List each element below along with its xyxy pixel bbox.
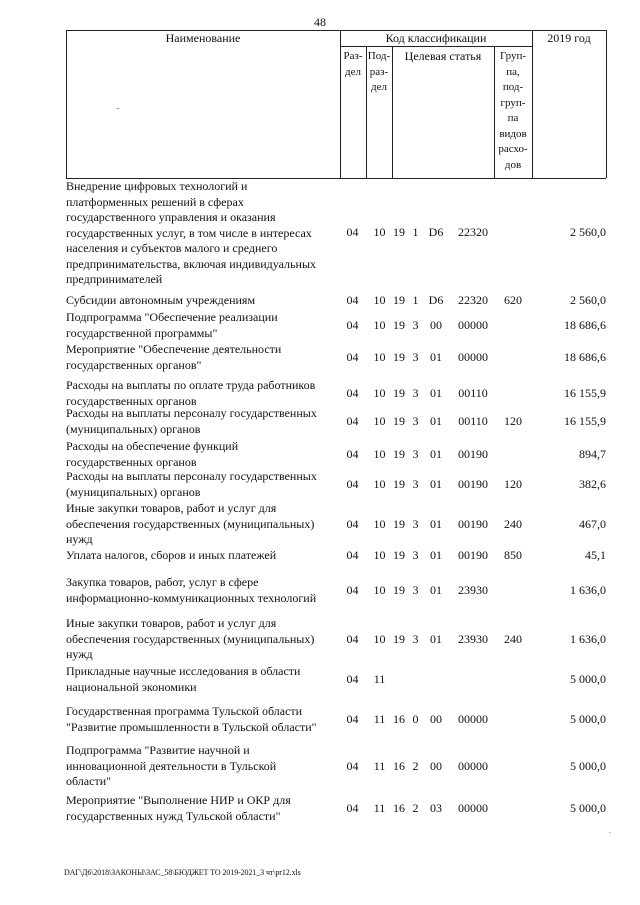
amount-2019: 1 636,0 — [570, 632, 606, 646]
row-name-line: Закупка товаров, работ, услуг в сфере — [66, 575, 259, 589]
amount-2019: 2 560,0 — [570, 293, 606, 307]
code-target-event: 01 — [430, 632, 442, 646]
code-razdel: 04 — [346, 672, 359, 686]
code-target-subprogram: 2 — [412, 801, 419, 815]
row-name-line: Мероприятие "Обеспечение деятельности — [66, 342, 282, 356]
header-podrazdel-line: Под- — [367, 50, 391, 62]
row-name-line: предпринимательства, включая индивидуальных — [66, 256, 317, 271]
code-podrazdel: 10 — [373, 318, 386, 332]
row-name — [66, 439, 341, 470]
code-razdel: 04 — [346, 414, 359, 428]
code-target-direction: 00000 — [458, 759, 488, 773]
row-name — [66, 793, 341, 824]
code-target-program: 19 — [393, 477, 405, 491]
amount-2019: 18 686,6 — [564, 318, 606, 332]
row-name — [66, 469, 341, 500]
code-target-program: 16 — [393, 712, 405, 726]
code-target-program: 19 — [393, 414, 405, 428]
code-target-program: 19 — [393, 583, 405, 597]
code-target-event: 01 — [430, 447, 442, 461]
code-target-program: 19 — [393, 447, 405, 461]
header-vid-line: груп- — [500, 96, 526, 109]
code-razdel: 04 — [346, 583, 359, 597]
code-podrazdel: 10 — [373, 583, 386, 597]
amount-2019: 5 000,0 — [570, 801, 606, 815]
code-target-subprogram: 3 — [412, 548, 419, 562]
code-podrazdel: 10 — [373, 225, 386, 239]
row-name — [66, 179, 341, 288]
row-name — [66, 616, 341, 663]
amount-2019: 1 636,0 — [570, 583, 606, 597]
code-razdel: 04 — [346, 386, 359, 400]
header-vid-line: па — [507, 112, 519, 124]
code-expense-type: 120 — [504, 414, 522, 428]
row-name-line: Иные закупки товаров, работ и услуг для — [66, 616, 277, 630]
code-expense-type: 850 — [504, 548, 522, 562]
code-target-subprogram: 3 — [412, 350, 419, 364]
header-vid-line: под- — [502, 81, 524, 93]
row-name-line: государственного управления и оказания — [66, 210, 276, 224]
code-expense-type: 120 — [504, 477, 522, 491]
code-podrazdel: 11 — [373, 712, 386, 726]
code-podrazdel: 10 — [373, 293, 386, 307]
code-podrazdel: 10 — [373, 477, 386, 491]
header-vid-line: расхо- — [498, 143, 528, 155]
row-name-line: государственных органов — [66, 393, 197, 408]
code-target-event: 01 — [430, 414, 442, 428]
row-name — [66, 664, 341, 695]
code-target-direction: 00110 — [458, 414, 488, 428]
header-vid-line: Груп- — [499, 50, 527, 62]
code-target-subprogram: 3 — [412, 447, 419, 461]
code-target-event: 00 — [430, 759, 442, 773]
code-target-subprogram: 1 — [412, 225, 419, 239]
code-razdel: 04 — [346, 318, 359, 332]
row-name — [66, 704, 341, 735]
code-target-direction: 00000 — [458, 712, 488, 726]
row-name-line: государственных услуг, в том числе в интересах — [66, 225, 312, 240]
row-name-line: (муниципальных) органов — [66, 484, 201, 499]
header-razdel-line: Раз- — [343, 50, 363, 62]
row-name-line: населения и субъектов малого и среднего — [66, 241, 278, 255]
amount-2019: 45,1 — [585, 548, 606, 562]
row-name-line: Внедрение цифровых технологий и — [66, 179, 248, 193]
code-target-program: 19 — [393, 386, 405, 400]
code-podrazdel: 10 — [373, 447, 386, 461]
footer-path: DAГ\Д6\2018\ЗАКОНЫ\ЗАС_58\БЮДЖЕТ ТО 2019-2021_3 чт\pr12.xls — [64, 868, 301, 877]
code-razdel: 04 — [346, 548, 359, 562]
amount-2019: 894,7 — [579, 447, 606, 461]
code-target-direction: 22320 — [458, 225, 488, 239]
row-name-line: Расходы на обеспечение функций — [66, 439, 239, 453]
code-target-subprogram: 3 — [412, 517, 419, 531]
amount-2019: 2 560,0 — [570, 225, 606, 239]
code-expense-type: 240 — [504, 517, 522, 531]
row-name-line: государственной программы" — [66, 325, 218, 340]
code-target-direction: 00190 — [458, 548, 488, 562]
header-razdel-line: дел — [345, 65, 361, 78]
amount-2019: 18 686,6 — [564, 350, 606, 364]
header-code-class: Код классификации — [385, 31, 487, 45]
code-target-event: 01 — [430, 477, 442, 491]
row-name-line: государственных органов" — [66, 357, 202, 372]
row-name-line: государственных нужд Тульской области" — [66, 808, 281, 823]
code-target-program: 16 — [393, 759, 405, 773]
code-podrazdel: 10 — [373, 350, 386, 364]
amount-2019: 467,0 — [579, 517, 606, 531]
code-razdel: 04 — [346, 447, 359, 461]
row-name-line: Мероприятие "Выполнение НИР и ОКР для — [66, 793, 291, 807]
amount-2019: 5 000,0 — [570, 712, 606, 726]
row-name — [66, 342, 341, 373]
row-name-line: Иные закупки товаров, работ и услуг для — [66, 501, 277, 515]
row-name-line: Расходы на выплаты персоналу государственных — [66, 406, 317, 420]
row-name-line: инновационной деятельности в Тульской — [66, 758, 277, 773]
row-name-line: Государственная программа Тульской области — [66, 704, 303, 718]
code-razdel: 04 — [346, 712, 359, 726]
code-target-event: 01 — [430, 548, 442, 562]
code-target-program: 19 — [393, 548, 405, 562]
row-name-line: Подпрограмма "Развитие научной и — [66, 743, 250, 757]
code-target-subprogram: 1 — [412, 293, 419, 307]
code-razdel: 04 — [346, 477, 359, 491]
code-target-subprogram: 2 — [412, 759, 419, 773]
header-vid-line: па, — [506, 65, 520, 78]
code-podrazdel: 11 — [373, 801, 386, 815]
code-target-program: 16 — [393, 801, 405, 815]
code-razdel: 04 — [346, 801, 359, 815]
row-name-line: Подпрограмма "Обеспечение реализации — [66, 310, 278, 324]
code-target-direction: 00000 — [458, 801, 488, 815]
code-target-direction: 00190 — [458, 517, 488, 531]
code-target-subprogram: 3 — [412, 318, 419, 332]
code-razdel: 04 — [346, 759, 359, 773]
code-target-direction: 00000 — [458, 350, 488, 364]
row-name-line: Субсидии автономным учреждениям — [66, 293, 256, 307]
row-name-line: государственных органов — [66, 454, 197, 469]
row-name-line: Прикладные научные исследования в области — [66, 664, 301, 678]
code-target-program: 19 — [393, 350, 405, 364]
row-name-line: Расходы на выплаты по оплате труда работников — [66, 378, 316, 392]
code-expense-type: 240 — [504, 632, 522, 646]
header-year: 2019 год — [547, 31, 591, 45]
row-name-line: нужд — [66, 647, 93, 661]
header-target: Целевая статья — [404, 49, 482, 63]
row-name — [66, 743, 341, 790]
amount-2019: 16 155,9 — [564, 414, 606, 428]
code-target-direction: 23930 — [458, 583, 488, 597]
code-target-program: 19 — [393, 293, 405, 307]
code-podrazdel: 10 — [373, 632, 386, 646]
row-name-line: области" — [66, 774, 112, 788]
code-target-event: 01 — [430, 583, 442, 597]
row-name-line: информационно-коммуникационных технологий — [66, 590, 317, 605]
code-target-program: 19 — [393, 632, 405, 646]
amount-2019: 382,6 — [579, 477, 606, 491]
code-razdel: 04 — [346, 225, 359, 239]
row-name-line: национальной экономики — [66, 679, 197, 694]
code-podrazdel: 10 — [373, 414, 386, 428]
code-razdel: 04 — [346, 293, 359, 307]
row-name — [66, 378, 341, 409]
code-razdel: 04 — [346, 632, 359, 646]
code-target-event: 03 — [430, 801, 442, 815]
row-name-line: "Развитие промышленности в Тульской области" — [66, 719, 317, 734]
amount-2019: 16 155,9 — [564, 386, 606, 400]
code-target-direction: 22320 — [458, 293, 488, 307]
header-vid-line: видов — [499, 127, 527, 140]
row-name — [66, 293, 341, 309]
code-razdel: 04 — [346, 517, 359, 531]
code-target-direction: 00190 — [458, 477, 488, 491]
code-target-program: 19 — [393, 318, 405, 332]
row-name — [66, 406, 341, 437]
code-podrazdel: 11 — [373, 672, 386, 686]
row-name-line: (муниципальных) органов — [66, 421, 201, 436]
code-podrazdel: 11 — [373, 759, 386, 773]
row-name — [66, 548, 341, 564]
code-target-subprogram: 3 — [412, 583, 419, 597]
amount-2019: 5 000,0 — [570, 759, 606, 773]
row-name-line: предпринимателей — [66, 272, 163, 286]
page-number: 48 — [314, 15, 326, 29]
code-target-event: 01 — [430, 350, 442, 364]
code-target-subprogram: 0 — [412, 712, 419, 726]
code-target-event: D6 — [428, 225, 444, 239]
code-target-program: 19 — [393, 517, 405, 531]
row-name — [66, 575, 341, 606]
row-name-line: Уплата налогов, сборов и иных платежей — [66, 548, 277, 562]
code-target-program: 19 — [393, 225, 405, 239]
code-target-event: 00 — [430, 712, 442, 726]
code-target-direction: 00110 — [458, 386, 488, 400]
code-target-event: 01 — [430, 386, 442, 400]
row-name-line: нужд — [66, 532, 93, 546]
row-name-line: платформенных решений в сферах — [66, 194, 244, 209]
row-name — [66, 310, 341, 341]
row-name-line: обеспечения государственных (муниципальных) — [66, 516, 315, 531]
code-podrazdel: 10 — [373, 386, 386, 400]
scan-mark: ˙ — [608, 830, 612, 842]
code-target-event: 00 — [430, 318, 442, 332]
scan-mark: - — [116, 102, 120, 114]
code-target-subprogram: 3 — [412, 632, 419, 646]
header-podrazdel-line: дел — [371, 81, 387, 93]
code-target-subprogram: 3 — [412, 414, 419, 428]
code-podrazdel: 10 — [373, 517, 386, 531]
code-target-subprogram: 3 — [412, 386, 419, 400]
header-name: Наименование — [165, 31, 241, 45]
code-target-event: D6 — [428, 293, 444, 307]
code-target-direction: 00190 — [458, 447, 488, 461]
row-name — [66, 501, 341, 548]
code-target-direction: 23930 — [458, 632, 488, 646]
amount-2019: 5 000,0 — [570, 672, 606, 686]
code-target-direction: 00000 — [458, 318, 488, 332]
code-target-event: 01 — [430, 517, 442, 531]
code-target-subprogram: 3 — [412, 477, 419, 491]
code-podrazdel: 10 — [373, 548, 386, 562]
header-vid-line: дов — [504, 158, 522, 171]
row-name-line: Расходы на выплаты персоналу государственных — [66, 469, 317, 483]
code-razdel: 04 — [346, 350, 359, 364]
row-name-line: обеспечения государственных (муниципальных) — [66, 631, 315, 646]
code-expense-type: 620 — [504, 293, 522, 307]
header-podrazdel-line: раз- — [369, 65, 389, 78]
